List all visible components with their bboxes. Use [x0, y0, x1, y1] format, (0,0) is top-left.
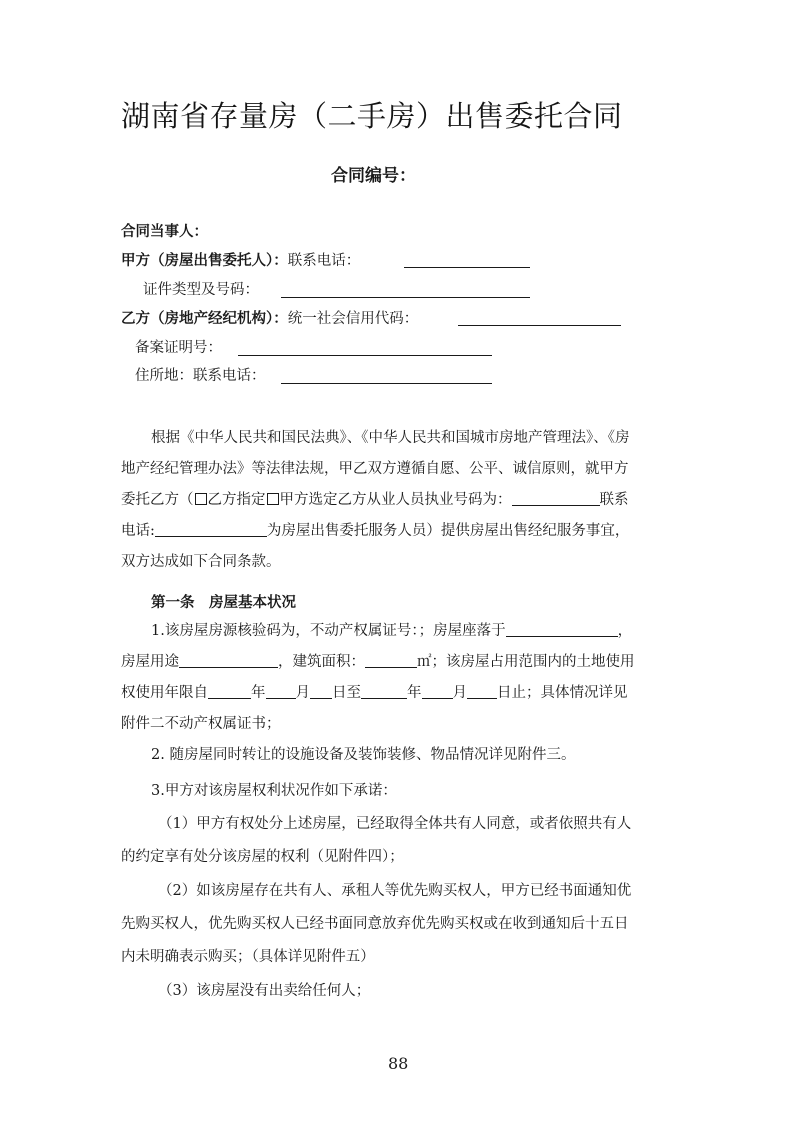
- article-1-p3-3: （3）该房屋没有出卖给任何人；: [158, 983, 371, 999]
- article-1-p3-2-line-3: 内未明确表示购买；（具体详见附件五）: [121, 949, 375, 965]
- preamble-line-4: [121, 521, 629, 541]
- article-1-p1-line-3: [121, 683, 628, 703]
- party-b-address-blank[interactable]: [281, 383, 492, 384]
- p1-text: 房屋用途: [121, 654, 179, 670]
- party-a-line: [121, 251, 360, 271]
- p1-text: 月: [452, 685, 467, 701]
- party-b-record-label: 备案证明号：: [135, 340, 222, 356]
- article-1-p3-1-line-1: （1）甲方有权处分上述房屋，已经取得全体共有人同意，或者依照共有人: [158, 816, 632, 832]
- area-blank[interactable]: [365, 653, 417, 668]
- preamble-text: 委托乙方（: [121, 492, 194, 508]
- preamble-line-5: 双方达成如下合同条款。: [121, 554, 281, 570]
- party-a-id-label: 证件类型及号码：: [143, 282, 259, 298]
- article-1-p1-line-2: [121, 652, 635, 672]
- checkbox-agent-assigned[interactable]: [195, 493, 207, 505]
- party-b-address-label: 住所地：联系电话：: [135, 368, 266, 384]
- start-month-blank[interactable]: [266, 684, 296, 699]
- party-b-credit-label: 统一社会信用代码：: [287, 311, 419, 327]
- article-1-p1-line-4: 附件二不动产权属证书；: [121, 716, 281, 732]
- p1-text: 权使用年限自: [121, 685, 208, 701]
- start-year-blank[interactable]: [208, 684, 251, 699]
- usage-blank[interactable]: [179, 653, 278, 668]
- party-b-credit-blank[interactable]: [458, 325, 621, 326]
- preamble-line-2: 地产经纪管理办法》等法律法规，甲乙双方遵循自愿、公平、诚信原则，就甲方: [121, 461, 629, 477]
- document-title: 湖南省存量房（二手房）出售委托合同: [121, 99, 623, 133]
- contract-number-label: 合同编号：: [331, 166, 416, 186]
- p1-text: ，: [617, 623, 633, 639]
- p1-text: ㎡；该房屋占用范围内的土地使用: [417, 654, 635, 670]
- party-b-line: [121, 309, 418, 329]
- parties-heading: 合同当事人：: [121, 224, 208, 240]
- p1-text: ，建筑面积：: [278, 654, 365, 670]
- party-b-record-blank[interactable]: [238, 355, 492, 356]
- agent-license-blank[interactable]: [512, 491, 600, 506]
- preamble-option-1: 乙方指定: [207, 492, 266, 508]
- article-1-p2: 2. 随房屋同时转让的设施设备及装饰装修、物品情况详见附件三。: [151, 747, 576, 763]
- article-1-p3-2-line-1: （2）如该房屋存在共有人、承租人等优先购买权人，甲方已经书面通知优: [158, 883, 632, 899]
- end-month-blank[interactable]: [422, 684, 453, 699]
- preamble-text: 为房屋出售委托服务人员）提供房屋出售经纪服务事宜，: [266, 523, 630, 539]
- p1-text: 1.该房屋房源核验码为，不动产权属证号：；房屋座落于: [151, 623, 506, 639]
- page-number: 88: [388, 1054, 409, 1073]
- article-1-p3-1-line-2: 的约定享有处分该房屋的权利（见附件四）；: [121, 849, 404, 865]
- location-blank[interactable]: [506, 622, 618, 637]
- checkbox-party-a-selected[interactable]: [267, 493, 279, 505]
- article-1-p3-2-line-2: 先购买权人，优先购买权人已经书面同意放弃优先购买权或在收到通知后十五日: [121, 916, 629, 932]
- end-day-blank[interactable]: [467, 684, 497, 699]
- party-a-id-blank[interactable]: [281, 297, 530, 298]
- party-a-phone-blank[interactable]: [404, 267, 530, 268]
- p1-text: 年: [251, 685, 266, 701]
- p1-text: 日至: [332, 685, 361, 701]
- preamble-line-1: 根据《中华人民共和国民法典》、《中华人民共和国城市房地产管理法》、《房: [151, 430, 630, 446]
- party-b-label: 乙方（房地产经纪机构）：: [121, 311, 288, 327]
- preamble-line-3: [121, 490, 629, 510]
- preamble-contact: 联系: [599, 492, 629, 508]
- start-day-blank[interactable]: [310, 684, 332, 699]
- p1-text: 月: [295, 685, 310, 701]
- party-a-label: 甲方（房屋出售委托人）：: [121, 253, 288, 269]
- preamble-phone-label: 电话:: [121, 523, 155, 539]
- p1-text: 年: [407, 685, 422, 701]
- p1-text: 日止；具体情况详见: [497, 685, 628, 701]
- agent-phone-blank[interactable]: [155, 522, 267, 537]
- preamble-option-2: 甲方选定乙方从业人员执业号码为：: [279, 492, 512, 508]
- article-1-p1-line-1: [151, 621, 632, 641]
- article-1-heading: 第一条 房屋基本状况: [151, 595, 296, 611]
- party-a-phone-label: 联系电话：: [287, 253, 361, 269]
- article-1-p3: 3.甲方对该房屋权利状况作如下承诺：: [151, 783, 397, 799]
- end-year-blank[interactable]: [361, 684, 407, 699]
